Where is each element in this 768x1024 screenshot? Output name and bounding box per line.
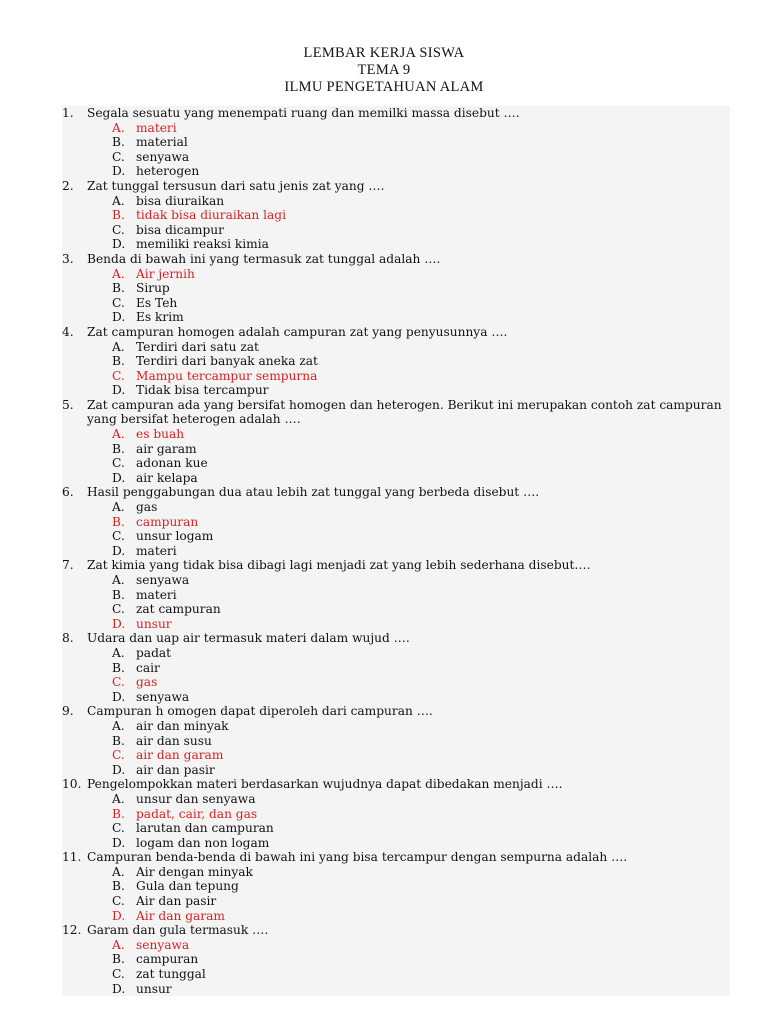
question-text: Benda di bawah ini yang termasuk zat tunggal adalah …. xyxy=(87,251,441,266)
question-text: Zat kimia yang tidak bisa dibagi lagi menjadi zat yang lebih sederhana disebut…. xyxy=(87,558,591,573)
question-number: 9. xyxy=(62,704,74,719)
answer-option xyxy=(62,442,730,457)
answer-option-correct xyxy=(62,121,730,136)
option-letter: D. xyxy=(112,835,126,850)
option-text: Es Teh xyxy=(136,295,178,310)
option-text: air kelapa xyxy=(136,470,198,485)
question-number: 4. xyxy=(62,324,74,339)
option-letter: D. xyxy=(112,470,126,485)
question-item xyxy=(62,631,730,704)
option-text: Terdiri dari satu zat xyxy=(136,339,259,354)
answer-option-correct xyxy=(62,909,730,924)
option-text: unsur dan senyawa xyxy=(136,791,256,806)
option-text: materi xyxy=(136,587,177,602)
option-letter: C. xyxy=(112,967,125,982)
question-number: 10. xyxy=(62,777,82,792)
question-line xyxy=(62,704,730,719)
option-letter: B. xyxy=(112,514,125,529)
answer-option xyxy=(62,471,730,486)
option-text: padat, cair, dan gas xyxy=(136,806,258,821)
option-letter: D. xyxy=(112,383,126,398)
option-letter: C. xyxy=(112,149,125,164)
option-letter: B. xyxy=(112,660,125,675)
option-text: Air dengan minyak xyxy=(136,864,253,879)
answer-option xyxy=(62,383,730,398)
option-text: es buah xyxy=(136,427,185,442)
question-text: Zat campuran ada yang bersifat homogen dan heterogen. Berikut ini merupakan contoh zat campuran yang bersifat heterogen adalah …. xyxy=(87,397,722,427)
answer-option xyxy=(62,500,730,515)
question-number: 7. xyxy=(62,558,74,573)
question-list xyxy=(62,106,730,996)
option-text: Sirup xyxy=(136,281,170,296)
question-text: Pengelompokkan materi berdasarkan wujudnya dapat dibedakan menjadi …. xyxy=(87,777,563,792)
question-text: Campuran benda-benda di bawah ini yang bisa tercampur dengan sempurna adalah …. xyxy=(87,850,628,865)
answer-option xyxy=(62,690,730,705)
question-item xyxy=(62,704,730,777)
option-letter: A. xyxy=(112,266,125,281)
option-text: air dan pasir xyxy=(136,762,215,777)
option-text: senyawa xyxy=(136,937,190,952)
answer-option xyxy=(62,529,730,544)
option-letter: A. xyxy=(112,791,125,806)
option-text: gas xyxy=(136,500,158,515)
question-line xyxy=(62,106,730,121)
question-item xyxy=(62,777,730,850)
answer-option-correct xyxy=(62,427,730,442)
option-text: campuran xyxy=(136,514,199,529)
option-text: tidak bisa diuraikan lagi xyxy=(136,208,286,223)
option-text: cair xyxy=(136,660,160,675)
question-line xyxy=(62,558,730,573)
option-text: gas xyxy=(136,675,158,690)
option-letter: D. xyxy=(112,164,126,179)
option-text: Es krim xyxy=(136,310,184,325)
question-number: 6. xyxy=(62,485,74,500)
option-text: zat tunggal xyxy=(136,967,206,982)
answer-option xyxy=(62,792,730,807)
answer-option xyxy=(62,952,730,967)
question-line xyxy=(62,325,730,340)
answer-option-correct xyxy=(62,617,730,632)
option-text: Tidak bisa tercampur xyxy=(136,383,269,398)
option-letter: D. xyxy=(112,762,126,777)
option-text: unsur xyxy=(136,981,172,996)
header-theme: TEMA 9 xyxy=(357,62,411,78)
answer-option xyxy=(62,865,730,880)
question-line xyxy=(62,631,730,646)
answer-option-correct xyxy=(62,807,730,822)
option-letter: D. xyxy=(112,616,126,631)
question-number: 12. xyxy=(62,923,82,938)
question-item xyxy=(62,923,730,996)
option-text: larutan dan campuran xyxy=(136,821,274,836)
option-text: bisa dicampur xyxy=(136,222,224,237)
option-letter: A. xyxy=(112,500,125,515)
question-number: 5. xyxy=(62,397,74,412)
answer-option xyxy=(62,894,730,909)
question-line xyxy=(62,777,730,792)
option-text: Air dan pasir xyxy=(136,894,217,909)
option-letter: B. xyxy=(112,733,125,748)
question-line xyxy=(62,252,730,267)
option-letter: A. xyxy=(112,339,125,354)
answer-option xyxy=(62,194,730,209)
question-text: Segala sesuatu yang menempati ruang dan memilki massa disebut …. xyxy=(87,106,520,120)
option-letter: C. xyxy=(112,222,125,237)
answer-option xyxy=(62,661,730,676)
question-line xyxy=(62,179,730,194)
option-letter: C. xyxy=(112,456,125,471)
question-text: Garam dan gula termasuk …. xyxy=(87,923,269,938)
answer-option xyxy=(62,310,730,325)
option-letter: B. xyxy=(112,135,125,150)
answer-option-correct xyxy=(62,515,730,530)
option-text: senyawa xyxy=(136,149,190,164)
answer-option-correct xyxy=(62,938,730,953)
answer-option xyxy=(62,602,730,617)
answer-option xyxy=(62,573,730,588)
question-item xyxy=(62,398,730,486)
answer-option-correct xyxy=(62,208,730,223)
option-letter: B. xyxy=(112,952,125,967)
option-text: padat xyxy=(136,645,172,660)
header-title: LEMBAR KERJA SISWA xyxy=(303,45,465,61)
answer-option xyxy=(62,821,730,836)
option-text: bisa diuraikan xyxy=(136,193,225,208)
question-item xyxy=(62,485,730,558)
option-letter: D. xyxy=(112,981,126,996)
option-letter: A. xyxy=(112,120,125,135)
answer-option xyxy=(62,456,730,471)
option-letter: B. xyxy=(112,208,125,223)
question-item xyxy=(62,106,730,179)
option-letter: C. xyxy=(112,368,125,383)
answer-option xyxy=(62,967,730,982)
question-item xyxy=(62,252,730,325)
option-text: logam dan non logam xyxy=(136,835,270,850)
option-letter: B. xyxy=(112,879,125,894)
answer-option xyxy=(62,135,730,150)
question-text: Zat tunggal tersusun dari satu jenis zat yang …. xyxy=(87,178,385,193)
question-item xyxy=(62,325,730,398)
option-letter: A. xyxy=(112,718,125,733)
question-number: 1. xyxy=(62,106,74,120)
question-item xyxy=(62,558,730,631)
answer-option xyxy=(62,281,730,296)
question-line xyxy=(62,850,730,865)
option-letter: D. xyxy=(112,543,126,558)
answer-option xyxy=(62,354,730,369)
option-letter: D. xyxy=(112,908,126,923)
option-letter: A. xyxy=(112,937,125,952)
option-letter: D. xyxy=(112,237,126,252)
header-subject: ILMU PENGETAHUAN ALAM xyxy=(284,79,484,95)
option-letter: B. xyxy=(112,806,125,821)
answer-option xyxy=(62,340,730,355)
option-letter: C. xyxy=(112,894,125,909)
option-letter: A. xyxy=(112,573,125,587)
option-text: Terdiri dari banyak aneka zat xyxy=(136,354,318,369)
option-text: adonan kue xyxy=(136,456,208,471)
option-letter: C. xyxy=(112,295,125,310)
answer-option xyxy=(62,734,730,749)
option-text: materi xyxy=(136,120,177,135)
answer-option xyxy=(62,879,730,894)
question-line xyxy=(62,398,730,427)
option-letter: C. xyxy=(112,821,125,836)
option-text: senyawa xyxy=(136,689,190,704)
option-letter: D. xyxy=(112,689,126,704)
answer-option xyxy=(62,836,730,851)
worksheet-header xyxy=(0,45,768,96)
option-letter: A. xyxy=(112,193,125,208)
answer-option xyxy=(62,296,730,311)
option-text: air dan garam xyxy=(136,748,224,763)
answer-option xyxy=(62,544,730,559)
option-letter: A. xyxy=(112,864,125,879)
option-text: air dan susu xyxy=(136,733,212,748)
answer-option xyxy=(62,150,730,165)
option-text: unsur logam xyxy=(136,529,214,544)
question-item xyxy=(62,179,730,252)
option-text: heterogen xyxy=(136,164,200,179)
answer-option xyxy=(62,982,730,997)
answer-option xyxy=(62,164,730,179)
option-text: Mampu tercampur sempurna xyxy=(136,368,318,383)
option-text: materi xyxy=(136,543,177,558)
question-number: 3. xyxy=(62,251,74,266)
option-letter: C. xyxy=(112,602,125,617)
option-letter: C. xyxy=(112,748,125,763)
option-text: unsur xyxy=(136,616,172,631)
answer-option-correct xyxy=(62,675,730,690)
option-letter: C. xyxy=(112,675,125,690)
option-letter: A. xyxy=(112,427,125,442)
answer-option-correct xyxy=(62,369,730,384)
answer-option-correct xyxy=(62,267,730,282)
question-text: Zat campuran homogen adalah campuran zat yang penyusunnya …. xyxy=(87,324,508,339)
answer-option xyxy=(62,237,730,252)
question-number: 11. xyxy=(62,850,82,865)
option-letter: B. xyxy=(112,441,125,456)
option-letter: B. xyxy=(112,281,125,296)
answer-option xyxy=(62,588,730,603)
option-text: Air jernih xyxy=(136,266,195,281)
option-letter: B. xyxy=(112,354,125,369)
option-text: Air dan garam xyxy=(136,908,225,923)
option-text: material xyxy=(136,135,188,150)
answer-option xyxy=(62,763,730,778)
option-letter: C. xyxy=(112,529,125,544)
option-text: memiliki reaksi kimia xyxy=(136,237,269,252)
option-text: Gula dan tepung xyxy=(136,879,239,894)
option-letter: D. xyxy=(112,310,126,325)
option-letter: A. xyxy=(112,645,125,660)
question-text: Hasil penggabungan dua atau lebih zat tunggal yang berbeda disebut …. xyxy=(87,485,540,500)
answer-option xyxy=(62,223,730,238)
question-line xyxy=(62,485,730,500)
option-text: zat campuran xyxy=(136,602,221,617)
question-text: Udara dan uap air termasuk materi dalam wujud …. xyxy=(87,631,410,646)
question-item xyxy=(62,850,730,923)
question-text: Campuran h omogen dapat diperoleh dari campuran …. xyxy=(87,704,433,719)
answer-option-correct xyxy=(62,748,730,763)
question-line xyxy=(62,923,730,938)
question-number: 2. xyxy=(62,178,74,193)
option-text: air dan minyak xyxy=(136,718,229,733)
answer-option xyxy=(62,646,730,661)
answer-option xyxy=(62,719,730,734)
option-letter: B. xyxy=(112,587,125,602)
option-text: air garam xyxy=(136,441,197,456)
question-number: 8. xyxy=(62,631,74,646)
option-text: campuran xyxy=(136,952,199,967)
option-text: senyawa xyxy=(136,573,190,587)
